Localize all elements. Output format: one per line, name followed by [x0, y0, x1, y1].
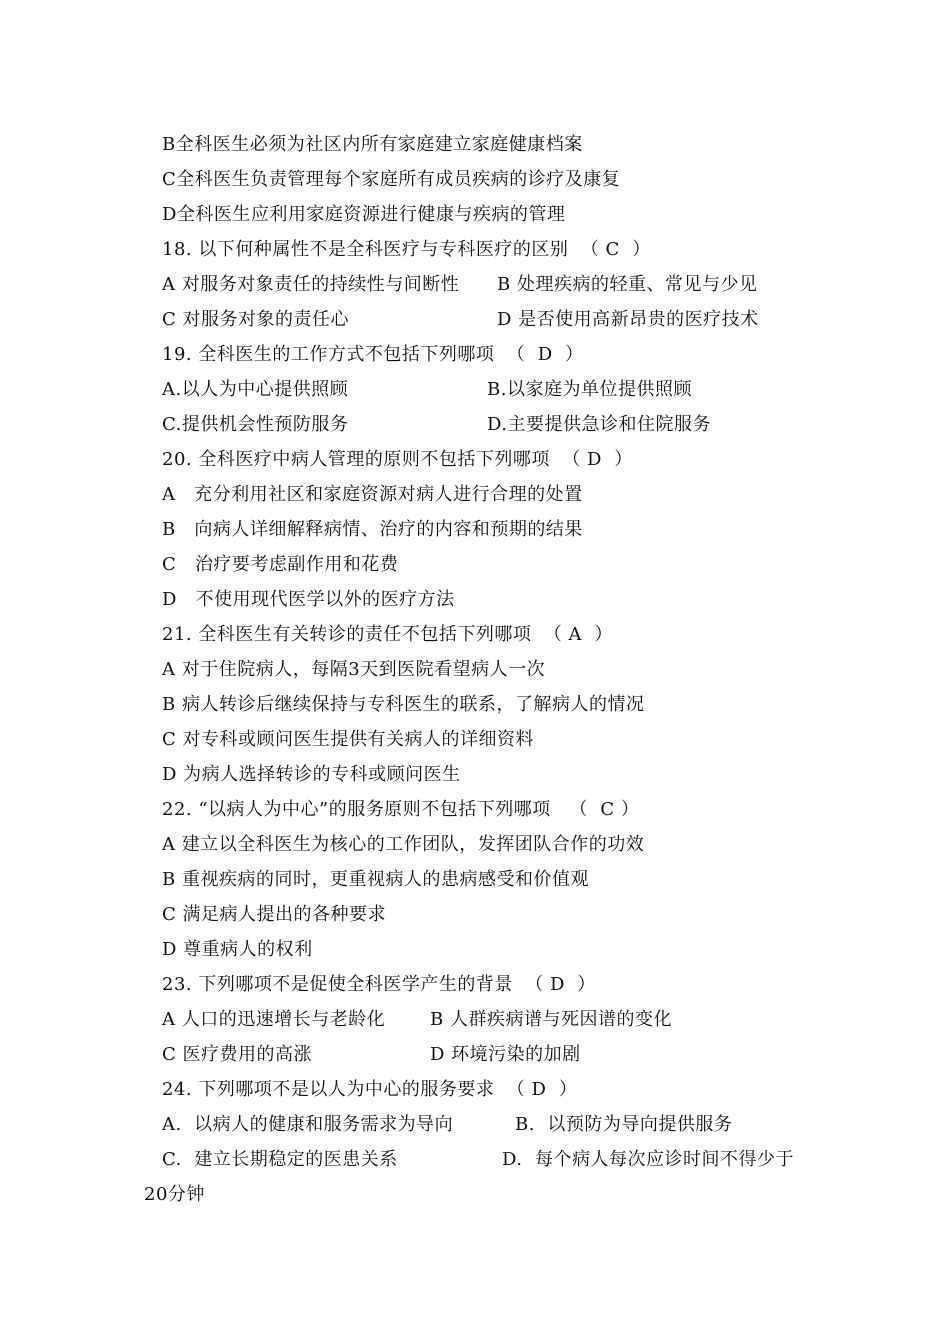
q21-option-a: A 对于住院病人，每隔3天到医院看望病人一次 — [162, 659, 546, 680]
question-23: 23. 下列哪项不是促使全科医学产生的背景 （ D ） — [162, 974, 596, 995]
question-24: 24. 下列哪项不是以人为中心的服务要求 （ D ） — [162, 1079, 578, 1100]
q22-option-c: C 满足病人提出的各种要求 — [162, 904, 386, 925]
q20-option-d: D 不使用现代医学以外的医疗方法 — [162, 589, 455, 610]
q24-option-a: A. 以病人的健康和服务需求为导向 — [162, 1114, 454, 1135]
q22-option-d: D 尊重病人的权利 — [162, 939, 313, 960]
q18-option-b: B 处理疾病的轻重、常见与少见 — [497, 274, 758, 295]
option-b-text: B全科医生必须为社区内所有家庭建立家庭健康档案 — [162, 134, 583, 155]
q19-option-c: C.提供机会性预防服务 — [162, 414, 349, 435]
q24-option-d: D. 每个病人每次应诊时间不得少于 — [502, 1149, 794, 1170]
q24-option-d-continued: 20分钟 — [144, 1184, 205, 1205]
option-c-text: C全科医生负责管理每个家庭所有成员疾病的诊疗及康复 — [162, 169, 621, 190]
q22-option-b: B 重视疾病的同时，更重视病人的患病感受和价值观 — [162, 869, 589, 890]
question-22: 22. “以病人为中心”的服务原则不包括下列哪项 （ C ） — [162, 799, 640, 820]
question-21: 21. 全科医生有关转诊的责任不包括下列哪项 （ A ） — [162, 624, 613, 645]
q19-option-d: D.主要提供急诊和住院服务 — [487, 414, 712, 435]
question-19: 19. 全科医生的工作方式不包括下列哪项 （ D ） — [162, 344, 584, 365]
q23-option-b: B 人群疾病谱与死因谱的变化 — [430, 1009, 672, 1030]
q21-option-c: C 对专科或顾问医生提供有关病人的详细资料 — [162, 729, 534, 750]
q23-option-a: A 人口的迅速增长与老龄化 — [162, 1009, 386, 1030]
option-d-text: D全科医生应利用家庭资源进行健康与疾病的管理 — [162, 204, 566, 225]
q23-option-c: C 医疗费用的高涨 — [162, 1044, 312, 1065]
q21-option-b: B 病人转诊后继续保持与专科医生的联系，了解病人的情况 — [162, 694, 645, 715]
q19-option-b: B.以家庭为单位提供照顾 — [487, 379, 692, 400]
q22-option-a: A 建立以全科医生为核心的工作团队，发挥团队合作的功效 — [162, 834, 645, 855]
q20-option-c: C 治疗要考虑副作用和花费 — [162, 554, 399, 575]
q20-option-b: B 向病人详细解释病情、治疗的内容和预期的结果 — [162, 519, 583, 540]
q18-option-a: A 对服务对象责任的持续性与间断性 — [162, 274, 460, 295]
q21-option-d: D 为病人选择转诊的专科或顾问医生 — [162, 764, 461, 785]
q23-option-d: D 环境污染的加剧 — [430, 1044, 581, 1065]
q19-option-a: A.以人为中心提供照顾 — [162, 379, 349, 400]
q24-option-c: C. 建立长期稳定的医患关系 — [162, 1149, 398, 1170]
question-20: 20. 全科医疗中病人管理的原则不包括下列哪项 （ D ） — [162, 449, 633, 470]
q20-option-a: A 充分利用社区和家庭资源对病人进行合理的处置 — [162, 484, 583, 505]
q18-option-c: C 对服务对象的责任心 — [162, 309, 349, 330]
q24-option-b: B. 以预防为导向提供服务 — [515, 1114, 733, 1135]
question-18: 18. 以下何种属性不是全科医疗与专科医疗的区别 （ C ） — [162, 239, 651, 260]
q18-option-d: D 是否使用高新昂贵的医疗技术 — [497, 309, 759, 330]
